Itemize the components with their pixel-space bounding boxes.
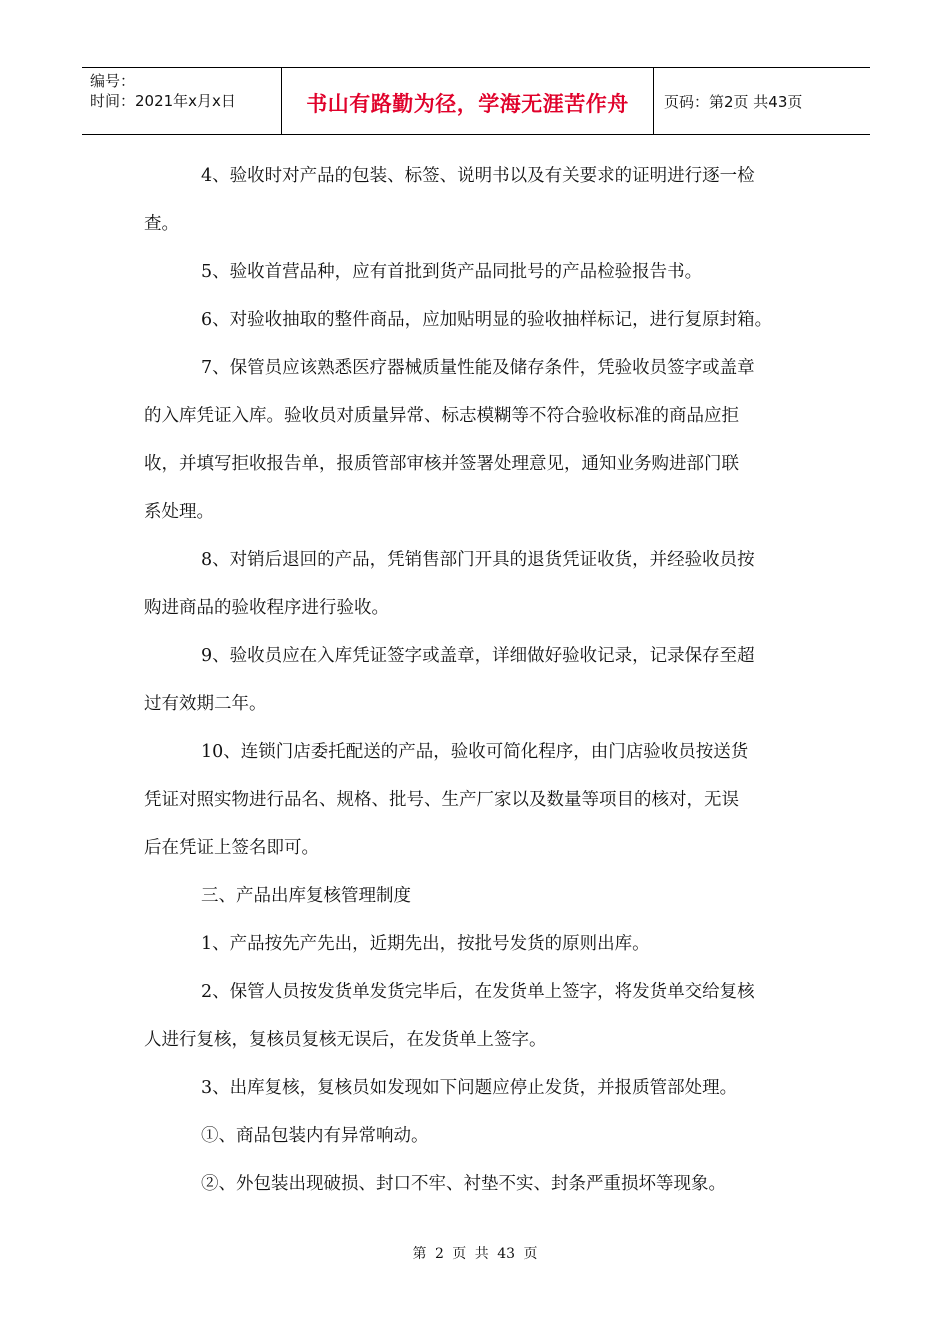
paragraph-line: 后在凭证上签名即可。 [144,838,319,858]
paragraph-line: 凭证对照实物进行品名、规格、批号、生产厂家以及数量等项目的核对，无误 [144,790,739,810]
page-header [82,67,870,135]
paragraph-line: 购进商品的验收程序进行验收。 [144,598,389,618]
paragraph-line: 的入库凭证入库。验收员对质量异常、标志模糊等不符合验收标准的商品应拒 [144,406,739,426]
paragraph-line: 人进行复核，复核员复核无误后，在发货单上签字。 [144,1030,547,1050]
paragraph-line: 收，并填写拒收报告单，报质管部审核并签署处理意见，通知业务购进部门联 [144,454,739,474]
document-time-label: 时间：2021年x月x日 [90,92,236,110]
document-body [144,152,824,1208]
paragraph-line: ②、外包装出现破损、封口不牢、衬垫不实、封条严重损坏等现象。 [201,1174,726,1194]
paragraph-line: 系处理。 [144,502,214,522]
paragraph-line: 2、保管人员按发货单发货完毕后，在发货单上签字，将发货单交给复核 [201,982,755,1002]
document-number-label: 编号： [90,72,136,90]
header-slogan: 书山有路勤为径，学海无涯苦作舟 [306,92,629,116]
header-page-code: 页码：第2页 共43页 [664,92,803,111]
paragraph-line: 4、验收时对产品的包装、标签、说明书以及有关要求的证明进行逐一检 [201,166,755,186]
paragraph-line: 5、验收首营品种，应有首批到货产品同批号的产品检验报告书。 [201,262,703,282]
header-slogan-cell [282,68,654,134]
paragraph-line: 1、产品按先产先出，近期先出，按批号发货的原则出库。 [201,934,650,954]
paragraph-line: 9、验收员应在入库凭证签字或盖章，详细做好验收记录，记录保存至超 [201,646,755,666]
paragraph-line: 7、保管员应该熟悉医疗器械质量性能及储存条件，凭验收员签字或盖章 [201,358,755,378]
paragraph-line: 8、对销后退回的产品，凭销售部门开具的退货凭证收货，并经验收员按 [201,550,755,570]
paragraph-line: 6、对验收抽取的整件商品，应加贴明显的验收抽样标记，进行复原封箱。 [201,310,773,330]
paragraph-line: 过有效期二年。 [144,694,267,714]
paragraph-line: 查。 [144,214,179,234]
paragraph-line: 10、连锁门店委托配送的产品，验收可简化程序，由门店验收员按送货 [201,742,749,762]
header-page-cell [654,68,870,134]
page-footer: 第 2 页 共 43 页 [412,1246,538,1262]
header-info-cell [82,68,282,134]
paragraph-line: ①、商品包装内有异常响动。 [201,1126,429,1146]
paragraph-line: 三、产品出库复核管理制度 [201,886,411,906]
paragraph-line: 3、出库复核，复核员如发现如下问题应停止发货，并报质管部处理。 [201,1078,738,1098]
